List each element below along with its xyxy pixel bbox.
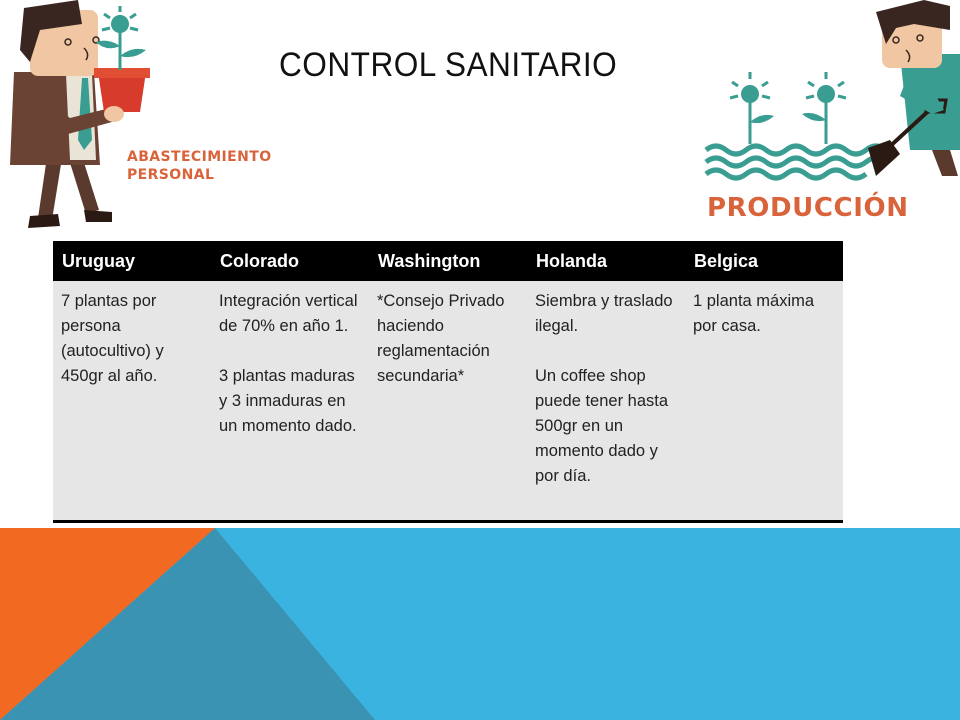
header-colorado: Colorado (211, 241, 369, 281)
cell-washington (369, 281, 527, 522)
cell-holanda (527, 281, 685, 522)
man-with-plant-illustration (0, 0, 290, 235)
header-belgica: Belgica (685, 241, 843, 281)
cell-text: Siembra y traslado ilegal. (535, 292, 673, 335)
slide-title: CONTROL SANITARIO (279, 46, 618, 84)
cell-colorado (211, 281, 369, 522)
left-illustration-caption: ABASTECIMIENTO PERSONAL (127, 149, 272, 183)
header-holanda: Holanda (527, 241, 685, 281)
cell-text: 1 planta máxima por casa. (693, 292, 815, 335)
cell-text: 7 plantas por persona (autocultivo) y 450gr al año. (61, 292, 164, 385)
decorative-footer-band (0, 528, 960, 720)
cell-text: Un coffee shop puede tener hasta 500gr en un momento dado y por día. (535, 367, 669, 485)
cell-text: 3 plantas maduras y 3 inmaduras en un momento dado. (219, 367, 357, 435)
header-uruguay: Uruguay (53, 241, 211, 281)
cell-uruguay (53, 281, 211, 522)
cell-text: *Consejo Privado haciendo reglamentación secundaria* (377, 292, 505, 385)
cell-belgica (685, 281, 843, 522)
header-washington: Washington (369, 241, 527, 281)
table-row (53, 281, 843, 522)
right-illustration-caption: PRODUCCIÓN (707, 193, 909, 223)
regulation-comparison-table (53, 241, 843, 523)
table-header-row (53, 241, 843, 281)
cell-text: Integración vertical de 70% en año 1. (219, 292, 358, 335)
